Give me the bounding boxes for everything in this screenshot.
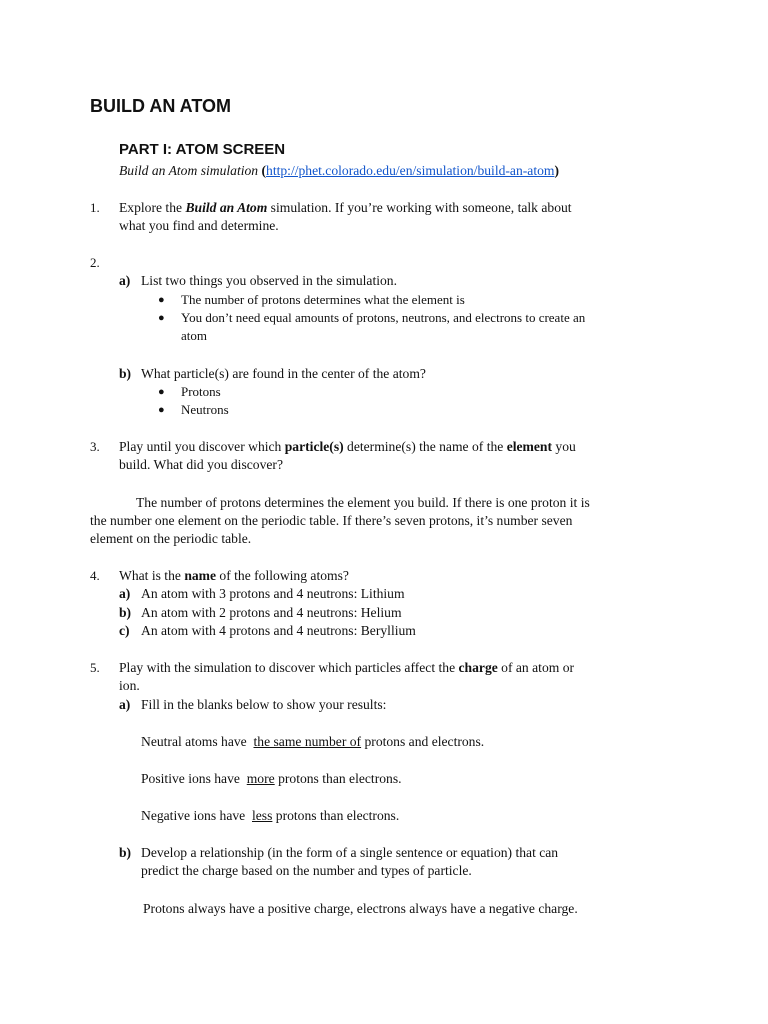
q4-text-part: What is the (119, 568, 185, 583)
q2b-bullet-2: Neutrons (181, 402, 229, 417)
q5-number: 5. (90, 660, 100, 675)
q3-answer-line2: the number one element on the periodic table. If there’s seven protons, it’s number seven (90, 513, 573, 528)
q3-answer-line3: element on the periodic table. (90, 531, 252, 546)
q1-number: 1. (90, 200, 100, 215)
q1-sim-name: Build an Atom (185, 200, 268, 215)
q3-text-part: you (552, 439, 576, 454)
bullet-icon: ● (158, 312, 165, 324)
positive-ions-line (141, 770, 402, 788)
q2a-bullet-2: You don’t need equal amounts of protons, neutrons, and electrons to create an (181, 310, 586, 325)
q5-text-part: Play with the simulation to discover which particles affect the (119, 660, 459, 675)
simulation-reference (119, 162, 559, 180)
q3-text-line2: build. What did you discover? (119, 457, 283, 472)
q4a-label: a) (119, 586, 131, 601)
paren-open: ( (261, 163, 267, 178)
q4-number: 4. (90, 568, 100, 583)
q2a-bullet-2-cont: atom (181, 328, 207, 343)
bullet-icon: ● (158, 386, 165, 398)
q1-text-line2: what you find and determine. (119, 218, 279, 233)
q4-text-part: of the following atoms? (216, 568, 349, 583)
q3-answer-line1: The number of protons determines the element you build. If there is one proton it is (136, 495, 590, 510)
q4a-text: An atom with 3 protons and 4 neutrons: Lithium (141, 586, 405, 601)
q4b-text: An atom with 2 protons and 4 neutrons: Helium (141, 605, 402, 620)
q3-text-part: determine(s) the name of the (343, 439, 507, 454)
q2a-bullet-1: The number of protons determines what the element is (181, 292, 465, 307)
q3-keyword-element: element (506, 439, 552, 454)
q4-text (119, 567, 349, 585)
positive-blank-answer[interactable]: more (246, 771, 275, 786)
negative-blank-answer[interactable]: less (252, 808, 273, 823)
q5b-text: Develop a relationship (in the form of a single sentence or equation) that can (141, 845, 559, 860)
q4b-label: b) (119, 605, 132, 620)
neutral-post: protons and electrons. (361, 734, 485, 749)
neutral-pre: Neutral atoms have (141, 734, 251, 749)
q2a-label: a) (119, 273, 131, 288)
simulation-link[interactable]: http://phet.colorado.edu/en/simulation/build-an-atom (266, 163, 555, 178)
simulation-label: Build an Atom simulation (119, 163, 259, 178)
q5a-text: Fill in the blanks below to show your results: (141, 697, 387, 712)
q3-keyword-particles: particle(s) (284, 439, 344, 454)
q2b-label: b) (119, 366, 132, 381)
document-title: BUILD AN ATOM (90, 96, 231, 116)
q2-number: 2. (90, 255, 100, 270)
q2b-bullet-1: Protons (181, 384, 221, 399)
q5-text (119, 659, 574, 677)
q3-text (119, 438, 576, 456)
q4c-text: An atom with 4 protons and 4 neutrons: Beryllium (141, 623, 416, 638)
q4c-label: c) (119, 623, 130, 638)
q5b-answer: Protons always have a positive charge, electrons always have a negative charge. (143, 901, 578, 916)
negative-post: protons than electrons. (272, 808, 400, 823)
q3-text-part: Play until you discover which (119, 439, 285, 454)
q3-number: 3. (90, 439, 100, 454)
bullet-icon: ● (158, 294, 165, 306)
bullet-icon: ● (158, 404, 165, 416)
negative-pre: Negative ions have (141, 808, 249, 823)
negative-ions-line (141, 807, 399, 825)
paren-close: ) (554, 163, 559, 178)
q5-keyword-charge: charge (458, 660, 498, 675)
q1-text-part: simulation. If you’re working with someone, talk about (267, 200, 572, 215)
q2b-text: What particle(s) are found in the center of the atom? (141, 366, 426, 381)
q5a-label: a) (119, 697, 131, 712)
q5-text-line2: ion. (119, 678, 140, 693)
q4-keyword-name: name (184, 568, 217, 583)
q1-text (119, 199, 572, 217)
neutral-atoms-line (141, 733, 484, 751)
q5b-text-line2: predict the charge based on the number and types of particle. (141, 863, 472, 878)
q2a-text: List two things you observed in the simulation. (141, 273, 397, 288)
q5-text-part: of an atom or (497, 660, 575, 675)
q1-text-part: Explore the (119, 200, 186, 215)
neutral-blank-answer[interactable]: the same number of (253, 734, 362, 749)
q5b-label: b) (119, 845, 132, 860)
positive-post: protons than electrons. (274, 771, 402, 786)
part1-heading: PART I: ATOM SCREEN (119, 141, 286, 158)
positive-pre: Positive ions have (141, 771, 244, 786)
